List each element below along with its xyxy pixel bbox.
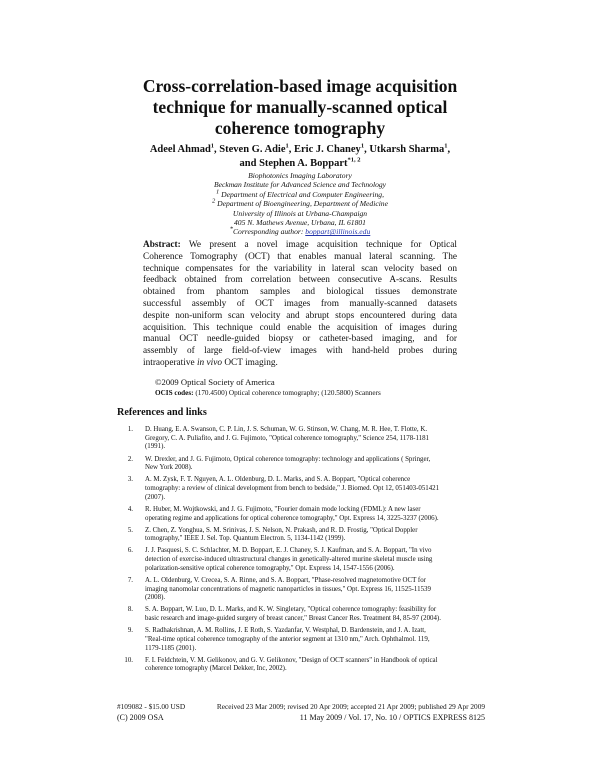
abstract-text: assembly of large field-of-view images with hand-held probes during	[143, 346, 457, 357]
reference-number: 10.	[124, 656, 133, 664]
author-name: Adeel Ahmad	[149, 144, 211, 155]
footer-doc-id: #109082 - $15.00 USD	[117, 702, 186, 711]
reference-item	[117, 476, 487, 502]
reference-text: A. M. Zysk, F. T. Nguyen, A. L. Oldenburg, D. L. Marks, and S. A. Boppart, "Optical coherence	[145, 476, 411, 484]
reference-item	[117, 627, 487, 653]
reference-text: tomography," IEEE J. Sel. Top. Quantum Electron. 5, 1134-1142 (1999).	[145, 535, 346, 543]
reference-text: operating regime and applications for optical coherence tomography," Opt. Express 14, 3225-3237 (2006).	[145, 514, 439, 522]
reference-number: 4.	[127, 505, 133, 513]
corresponding-label: Corresponding author:	[232, 227, 306, 237]
ocis-text: (170.4500) Optical coherence tomography; (120.5800) Scanners	[193, 389, 381, 397]
author-affiliation-mark: 1	[360, 142, 365, 150]
abstract-text: OCT imaging.	[222, 357, 278, 368]
reference-item	[117, 506, 487, 523]
author-list: Adeel Ahmad$^1$, Steven G. Adie$^1$, Eric J. Chaney$^1$, Utkarsh Sharma$^1$, and Stephen A. Boppart$^{*1, 2}$	[149, 142, 451, 169]
title-line: coherence tomography	[214, 118, 386, 138]
reference-text: A. L. Oldenburg, V. Crecea, S. A. Rinne, and S. A. Boppart, "Phase-resolved magnetomotive OCT for	[145, 576, 426, 584]
reference-item	[117, 527, 487, 544]
abstract-text: Coherence Tomography (OCT) that enables manual lateral scanning. The	[143, 251, 457, 262]
reference-text: Gregory, C. A. Puliafito, and J. G. Fujimoto, "Optical coherence tomography," Science 254, 1178-1181	[145, 434, 430, 442]
abstract-text: despite non-uniform scan velocity and abrupt stops encountered during data	[143, 310, 457, 321]
abstract-text: intraoperative	[143, 357, 197, 368]
author-name: Eric J. Chaney	[294, 144, 361, 155]
author-affiliation-mark: 1	[210, 142, 215, 150]
footer-history: Received 23 Mar 2009; revised 20 Apr 2009; accepted 21 Apr 2009; published 29 Apr 2009	[216, 702, 485, 711]
abstract-emphasis: in vivo	[196, 357, 222, 368]
reference-number: 2.	[127, 455, 133, 463]
author-conjunction: and	[239, 158, 260, 169]
reference-text: (1991).	[145, 443, 166, 451]
affiliation-address: 405 N. Mathews Avenue, Urbana, IL 61801	[234, 218, 366, 228]
reference-item	[117, 426, 487, 452]
affiliation-dept: Department of Bioengineering, Department of Medicine	[217, 199, 388, 209]
footer-line-2	[117, 713, 485, 722]
affiliation-university: University of Illinois at Urbana-Champaign	[232, 208, 368, 218]
reference-text: 1179-1185 (2001).	[145, 644, 197, 652]
author-affiliation-mark: 1	[285, 142, 289, 150]
abstract-text: feedback obtained from correlation between consecutive A-scans. Results	[143, 275, 457, 286]
reference-text: (2007).	[145, 493, 166, 501]
affiliation-mark: 1	[216, 188, 220, 196]
abstract-text: obtained from phantom samples and biological tissues demonstrate	[143, 287, 457, 298]
reference-item	[117, 456, 487, 473]
abstract-text: technique compensates for the variability in lateral scan velocity based on	[143, 263, 457, 274]
footer-copyright: (C) 2009 OSA	[117, 713, 164, 722]
corresponding-email-link[interactable]: boppart@illinois.edu	[305, 227, 371, 237]
abstract-label: Abstract:	[143, 240, 181, 250]
affiliations: Biophotonics Imaging Laboratory Beckman Institute for Advanced Science and Technology $^1$ Department of Electrical and Computer Engineering, $^2$ Department of Bioengineering, Department of Medicine University of Illinois at Urbana-Champaign 405 N. Mathews Avenue, Urbana, IL 61801 *Corresponding author: boppart@illinois.edu	[150, 171, 450, 237]
reference-text: (2008).	[145, 594, 166, 602]
reference-number: 9.	[127, 627, 133, 635]
abstract-text: acquisition. This technique could enable the acquisition of images during	[143, 322, 457, 333]
reference-number: 8.	[127, 606, 133, 614]
title-line: Cross-correlation-based image acquisition	[142, 76, 458, 96]
references-heading: References and links	[117, 407, 207, 418]
reference-item	[117, 606, 487, 623]
footer-journal: 11 May 2009 / Vol. 17, No. 10 / OPTICS EXPRESS 8125	[299, 713, 485, 722]
author-name: Utkarsh Sharma	[369, 144, 445, 155]
reference-text: S. A. Boppart, W. Luo, D. L. Marks, and K. W. Singletary, "Optical coherence tomography: feasibility for	[145, 606, 437, 614]
abstract	[143, 240, 457, 370]
abstract-text: We present a novel image acquisition technique for Optical	[188, 240, 458, 250]
reference-number: 1.	[127, 426, 133, 433]
affiliation-institute: Beckman Institute for Advanced Science and Technology	[213, 180, 387, 190]
reference-text: "Real-time optical coherence tomography of the anterior segment at 1310 nm," Arch. Ophthalmol. 119,	[145, 635, 430, 643]
affiliation-dept: Department of Electrical and Computer Engineering,	[221, 189, 384, 199]
reference-item	[117, 577, 487, 603]
reference-text: S. Radhakrishnan, A. M. Rollins, J. E Roth, S. Yazdanfar, V. Westphal, D. Bardenstein, and J. A. Izatt,	[145, 627, 426, 635]
reference-text: F. I. Feldchtein, V. M. Gelikonov, and G. V. Gelikonov, "Design of OCT scanners" in Handbook of optical	[145, 656, 438, 664]
reference-text: basic research and image-guided surgery of breast cancer," Breast Cancer Res. Treatment 84, 85-97 (2004).	[145, 615, 441, 623]
reference-text: W. Drexler, and J. G. Fujimoto, Optical coherence tomography: technology and applications ( Springer,	[145, 455, 431, 463]
abstract-text: manual OCT needle-guided biopsy or catheter-based imaging, and for	[143, 334, 457, 345]
references-list	[117, 426, 487, 677]
ocis-label: OCIS codes:	[155, 389, 194, 397]
abstract-text: successful assembly of OCT images from manually-scanned datasets	[143, 298, 457, 309]
reference-text: imaging nanomolar concentrations of magnetic nanoparticles in tissues," Opt. Express 16, 11525-11539	[145, 585, 431, 593]
reference-item	[117, 547, 487, 573]
author-affiliation-mark: 1	[444, 142, 448, 150]
author-affiliation-mark: *1, 2	[347, 156, 361, 164]
reference-text: coherence tomography (Marcel Dekker, Inc, 2002).	[145, 665, 287, 673]
reference-text: polarization-sensitive optical coherence tomography," Opt. Express 14, 1547-1556 (2006).	[145, 564, 395, 572]
footer-line-1	[117, 702, 485, 711]
reference-number: 6.	[127, 547, 133, 555]
title-line: technique for manually-scanned optical	[152, 97, 448, 117]
reference-text: J. J. Pasquesi, S. C. Schlachter, M. D. Boppart, E. J. Chaney, S. J. Kaufman, and S. A. Boppart, "In vivo	[145, 547, 432, 555]
author-name: Steven G. Adie	[219, 144, 286, 155]
reference-text: detection of exercise-induced ultrastructural changes in genetically-altered murine skeletal muscle using	[145, 556, 433, 564]
author-name: Stephen A. Boppart	[259, 158, 348, 169]
reference-number: 5.	[127, 526, 133, 534]
ocis-codes	[155, 389, 381, 397]
reference-text: D. Huang, E. A. Swanson, C. P. Lin, J. S. Schuman, W. G. Stinson, W. Chang, M. R. Hee, T. Flotte, K.	[145, 426, 428, 433]
affiliation-mark: 2	[212, 197, 216, 205]
reference-item	[117, 657, 487, 674]
copyright-notice: ©2009 Optical Society of America	[155, 377, 275, 387]
affiliation-lab: Biophotonics Imaging Laboratory	[248, 171, 352, 180]
reference-text: New York 2008).	[145, 464, 193, 472]
reference-text: Z. Chen, Z. Yonghua, S. M. Srinivas, J. S. Nelson, N. Prakash, and R. D. Frostig, "Optical Doppler	[145, 526, 418, 534]
reference-text: R. Huber, M. Wojtkowski, and J. G. Fujimoto, "Fourier domain mode locking (FDML): A new laser	[145, 505, 421, 513]
reference-number: 3.	[127, 476, 133, 484]
paper-title	[100, 76, 500, 139]
reference-number: 7.	[127, 576, 133, 584]
reference-text: tomography: a review of clinical development from bench to bedside," J. Biomed. Opt 12, 051403-051421	[145, 485, 440, 492]
